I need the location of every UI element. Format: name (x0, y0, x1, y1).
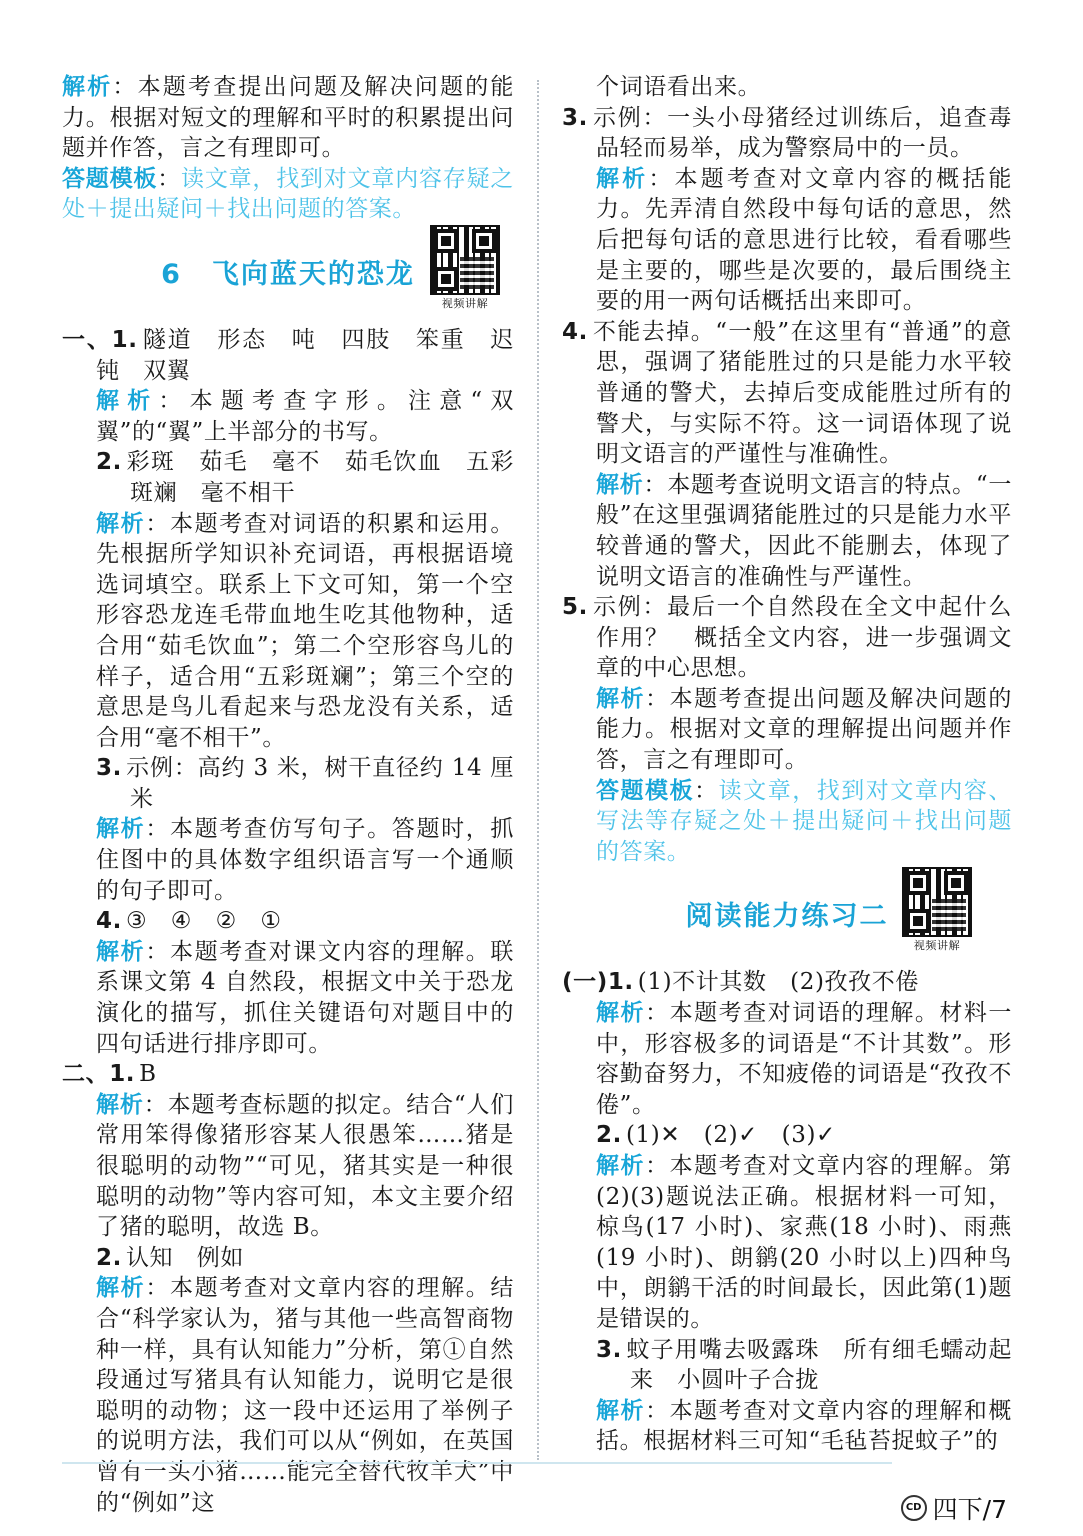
answer-text: 蚊子用嘴去吸露珠 所有细毛蠕动起来 小圆叶子合拢 (625, 1336, 1012, 1394)
analysis-block: 解析：本题考查对文章内容的理解和概括。根据材料三可知“毛毡苔捉蚊子”的 (596, 1397, 1013, 1455)
analysis-block: 解析：本题考查仿写句子。答题时，抓住图中的具体数字组织语言写一个通顺的句子即可。 (96, 816, 515, 904)
analysis-tag: 解析 (96, 388, 159, 415)
continued-text: 个词语看出来。 (596, 74, 762, 100)
page-number (901, 1490, 1007, 1526)
answer-text: 示例：一头小母猪经过训练后，追查毒品轻而易举，成为警察局中的一员。 (591, 104, 1012, 162)
analysis-tag: 解析 (96, 816, 146, 843)
analysis-tag: 解析 (96, 1275, 146, 1302)
analysis-tag: 解析 (96, 1091, 144, 1118)
question-5 (562, 592, 1012, 684)
question-2 (62, 447, 514, 508)
question-number: 2. (596, 1122, 622, 1149)
question-number: 4. (562, 318, 588, 345)
question-3b (562, 1335, 1012, 1396)
answer-template-block: 答题模板：读文章，找到对文章内容、写法等存疑之处＋提出疑问＋找出问题的答案。 (596, 777, 1013, 865)
question-4 (62, 906, 514, 937)
question-number: 3. (96, 755, 122, 782)
qr-code-icon (902, 867, 972, 937)
analysis-block: 解析：本题考查对文章内容的概括能力。先弄清自然段中每句话的意思，然后把每句话的意思进行比较，看看哪些是主要的，哪些是次要的，最后围绕主要的用一两句话概括出来即可。 (596, 165, 1012, 315)
question-5 (62, 1059, 514, 1090)
question-number: 2. (96, 1244, 122, 1271)
lesson-heading (62, 225, 514, 325)
section-label: 一、 (62, 326, 112, 353)
template-tag: 答题模板 (596, 777, 695, 804)
left-column (62, 72, 514, 1518)
question-number: 2. (96, 449, 122, 476)
analysis-tag: 解析 (596, 471, 644, 498)
analysis-text: 本题考查对文章内容的理解和概括。根据材料三可知“毛毡苔捉蚊子”的 (596, 1397, 1013, 1455)
analysis-text: 本题考查提出问题及解决问题的能力。根据对文章的理解提出问题并作答，言之有理即可。 (596, 685, 1013, 774)
analysis-tag: 解析 (596, 165, 649, 192)
question-4 (562, 317, 1012, 470)
analysis-block: 解析：本题考查对词语的理解。材料一中，形容极多的词语是“不计其数”。形容勤奋努力，不知疲倦的词语是“孜孜不倦”。 (596, 1000, 1013, 1118)
section-heading (562, 867, 1012, 967)
question-1 (62, 325, 514, 386)
question-6 (62, 1243, 514, 1274)
question-3 (62, 753, 514, 814)
analysis-tag: 解析 (596, 1397, 646, 1424)
answer-text: (1)不计其数 (2)孜孜不倦 (637, 969, 919, 996)
answer-text: 示例：最后一个自然段在全文中起什么作用？ 概括全文内容，进一步强调文章的中心思想。 (591, 594, 1012, 682)
answer-text: 不能去掉。“一般”在这里有“普通”的意思，强调了猪能胜过的只是能力水平较普通的警犬，去掉后变成能胜过所有的警犬，与实际不符。这一词语体现了说明文语言的严谨性与准确性。 (591, 318, 1012, 468)
analysis-block: 解析：本题考查对课文内容的理解。联系课文第 4 自然段，根据文中关于恐龙演化的描写，抓住关键语句对题目中的四句话进行排序即可。 (96, 938, 515, 1057)
analysis-text: 本题考查字形。注意“双翼”的“翼”上半部分的书写。 (96, 388, 514, 445)
qr-caption: 视频讲解 (913, 939, 961, 953)
analysis-text: 本题考查对文章内容的理解。结合“科学家认为，猪与其他一些高智商物种一样，具有认知能力”分析，第①自然段通过写猪具有认知能力，说明它是很聪明的动物；这一段中还运用了举例子的说明方法，我们可以从“例如，在英国曾有一头小猪……能完全替代牧羊犬”中的“例如”这 (96, 1275, 515, 1516)
answer-text: ③ ④ ② ① (125, 908, 282, 935)
analysis-text: 本题考查仿写句子。答题时，抓住图中的具体数字组织语言写一个通顺的句子即可。 (96, 816, 515, 904)
column-divider (537, 80, 539, 1460)
qr-code-section[interactable] (902, 867, 972, 953)
grade-mark-icon: CD (901, 1495, 927, 1521)
question-number: 5. (562, 594, 588, 621)
part-label: (一) (562, 969, 608, 996)
lesson-title (161, 260, 415, 291)
analysis-tag: 解析 (96, 938, 146, 965)
analysis-text: 本题考查对词语的理解。材料一中，形容极多的词语是“不计其数”。形容勤奋努力，不知疲倦的词语是“孜孜不倦”。 (596, 1000, 1013, 1118)
analysis-tag: 解析 (96, 510, 146, 537)
answer-template-block: 答题模板：读文章，找到对文章内容存疑之处＋提出疑问＋找出问题的答案。 (62, 165, 514, 223)
template-text: 读文章，找到对文章内容存疑之处＋提出疑问＋找出问题的答案。 (62, 165, 514, 223)
question-number: 1. (607, 969, 634, 996)
question-1 (562, 967, 1012, 998)
analysis-text: 本题考查说明文语言的特点。“一般”在这里强调猪能胜过的只是能力水平较普通的警犬，因此不能删去，体现了说明文语言的准确性与严谨性。 (596, 471, 1013, 590)
section-title: 阅读能力练习二 (685, 901, 889, 933)
lesson-number: 6 (161, 258, 182, 290)
qr-caption: 视频讲解 (441, 296, 489, 310)
page-label: 四下/7 (932, 1495, 1007, 1524)
analysis-text: 本题考查对课文内容的理解。联系课文第 4 自然段，根据文中关于恐龙演化的描写，抓住关键语句对题目中的四句话进行排序即可。 (96, 938, 515, 1057)
analysis-tag: 解析 (596, 1153, 646, 1179)
analysis-block: 解析：本题考查标题的拟定。结合“人们常用笨得像猪形容某人很愚笨……猪是很聪明的动物”“可见，猪其实是一种很聪明的动物”等内容可知，本文主要介绍了猪的聪明，故选 B。 (96, 1091, 515, 1241)
analysis-tag: 解析 (596, 1000, 646, 1027)
analysis-block: 解析：本题考查说明文语言的特点。“一般”在这里强调猪能胜过的只是能力水平较普通的警犬，因此不能删去，体现了说明文语言的准确性与严谨性。 (596, 471, 1013, 590)
analysis-block: 解析：本题考查对文章内容的理解。第(2)(3)题说法正确。根据材料一可知，椋鸟(17 小时)、家燕(18 小时)、雨燕(19 小时)、朗鹟(20 小时以上)四种鸟中，朗鹟干活的时间最长，因此第(1)题是错误的。 (596, 1153, 1013, 1332)
answer-text: 示例：高约 3 米，树干直径约 14 厘米 (125, 755, 514, 812)
qr-code-lesson[interactable] (430, 225, 500, 311)
question-3 (562, 103, 1012, 164)
analysis-block: 解析：本题考查对文章内容的理解。结合“科学家认为，猪与其他一些高智商物种一样，具有认知能力”分析，第①自然段通过写猪具有认知能力，说明它是很聪明的动物；这一段中还运用了举例子的说明方法，我们可以从“例如，在英国曾有一头小猪……能完全替代牧羊犬”中的“例如”这 (96, 1275, 515, 1516)
footer-rule (62, 1462, 892, 1464)
analysis-block: 解析：本题考查对词语的积累和运用。先根据所学知识补充词语，再根据语境选词填空。联系上下文可知，第一个空形容恐龙连毛带血地生吃其他物种，适合用“茹毛饮血”；第二个空形容鸟儿的样子，适合用“五彩斑斓”；第三个空的意思是鸟儿看起来与恐龙没有关系，适合用“毫不相干”。 (96, 510, 515, 751)
section-label: 二、 (62, 1061, 110, 1088)
lesson-title-text: 飞向蓝天的恐龙 (211, 258, 415, 290)
answer-text: 彩斑 茹毛 毫不 茹毛饮血 五彩斑斓 毫不相干 (125, 449, 514, 506)
analysis-block: 解析：本题考查提出问题及解决问题的能力。根据对文章的理解提出问题并作答，言之有理即可。 (596, 685, 1013, 774)
template-text: 读文章，找到对文章内容、写法等存疑之处＋提出疑问＋找出问题的答案。 (596, 777, 1013, 865)
answer-text: B (139, 1061, 157, 1088)
qr-code-icon (430, 225, 500, 295)
question-2 (562, 1120, 1012, 1151)
analysis-text: 本题考查对文章内容的概括能力。先弄清自然段中每句话的意思，然后把每句话的意思进行比较，看看哪些是主要的，哪些是次要的，最后围绕主要的用一两句话概括出来即可。 (596, 165, 1012, 315)
template-tag: 答题模板 (62, 165, 158, 192)
question-number: 3. (562, 104, 588, 131)
analysis-text: 本题考查标题的拟定。结合“人们常用笨得像猪形容某人很愚笨……猪是很聪明的动物”“可见，猪其实是一种很聪明的动物”等内容可知，本文主要介绍了猪的聪明，故选 B。 (96, 1091, 515, 1241)
question-number: 3. (596, 1336, 622, 1363)
analysis-tag: 解析 (596, 685, 646, 712)
answer-text: 认知 例如 (125, 1244, 244, 1271)
answer-text: 隧道 形态 吨 四肢 笨重 迟钝 双翼 (96, 326, 515, 384)
right-column (562, 72, 1012, 1457)
analysis-text: 本题考查提出问题及解决问题的能力。根据对短文的理解和平时的积累提出问题并作答，言之有理即可。 (62, 74, 514, 162)
question-number: 1. (109, 1061, 136, 1088)
question-number: 1. (111, 326, 138, 353)
answer-text: (1)✕ (2)✓ (3)✓ (625, 1122, 836, 1149)
analysis-text: 本题考查对文章内容的理解。第(2)(3)题说法正确。根据材料一可知，椋鸟(17 小时)、家燕(18 小时)、雨燕(19 小时)、朗鹟(20 小时以上)四种鸟中，朗鹟干活的时间最长，因此第(1)题是错误的。 (596, 1153, 1013, 1332)
question-number: 4. (96, 908, 122, 935)
analysis-tag: 解析 (62, 74, 113, 100)
analysis-block: 解析：本题考查提出问题及解决问题的能力。根据对短文的理解和平时的积累提出问题并作答，言之有理即可。 (62, 74, 514, 162)
analysis-text: 本题考查对词语的积累和运用。先根据所学知识补充词语，再根据语境选词填空。联系上下文可知，第一个空形容恐龙连毛带血地生吃其他物种，适合用“茹毛饮血”；第二个空形容鸟儿的样子，适合用“五彩斑斓”；第三个空的意思是鸟儿看起来与恐龙没有关系，适合用“毫不相干”。 (96, 510, 515, 751)
analysis-block: 解析：本题考查字形。注意“双翼”的“翼”上半部分的书写。 (96, 388, 514, 445)
